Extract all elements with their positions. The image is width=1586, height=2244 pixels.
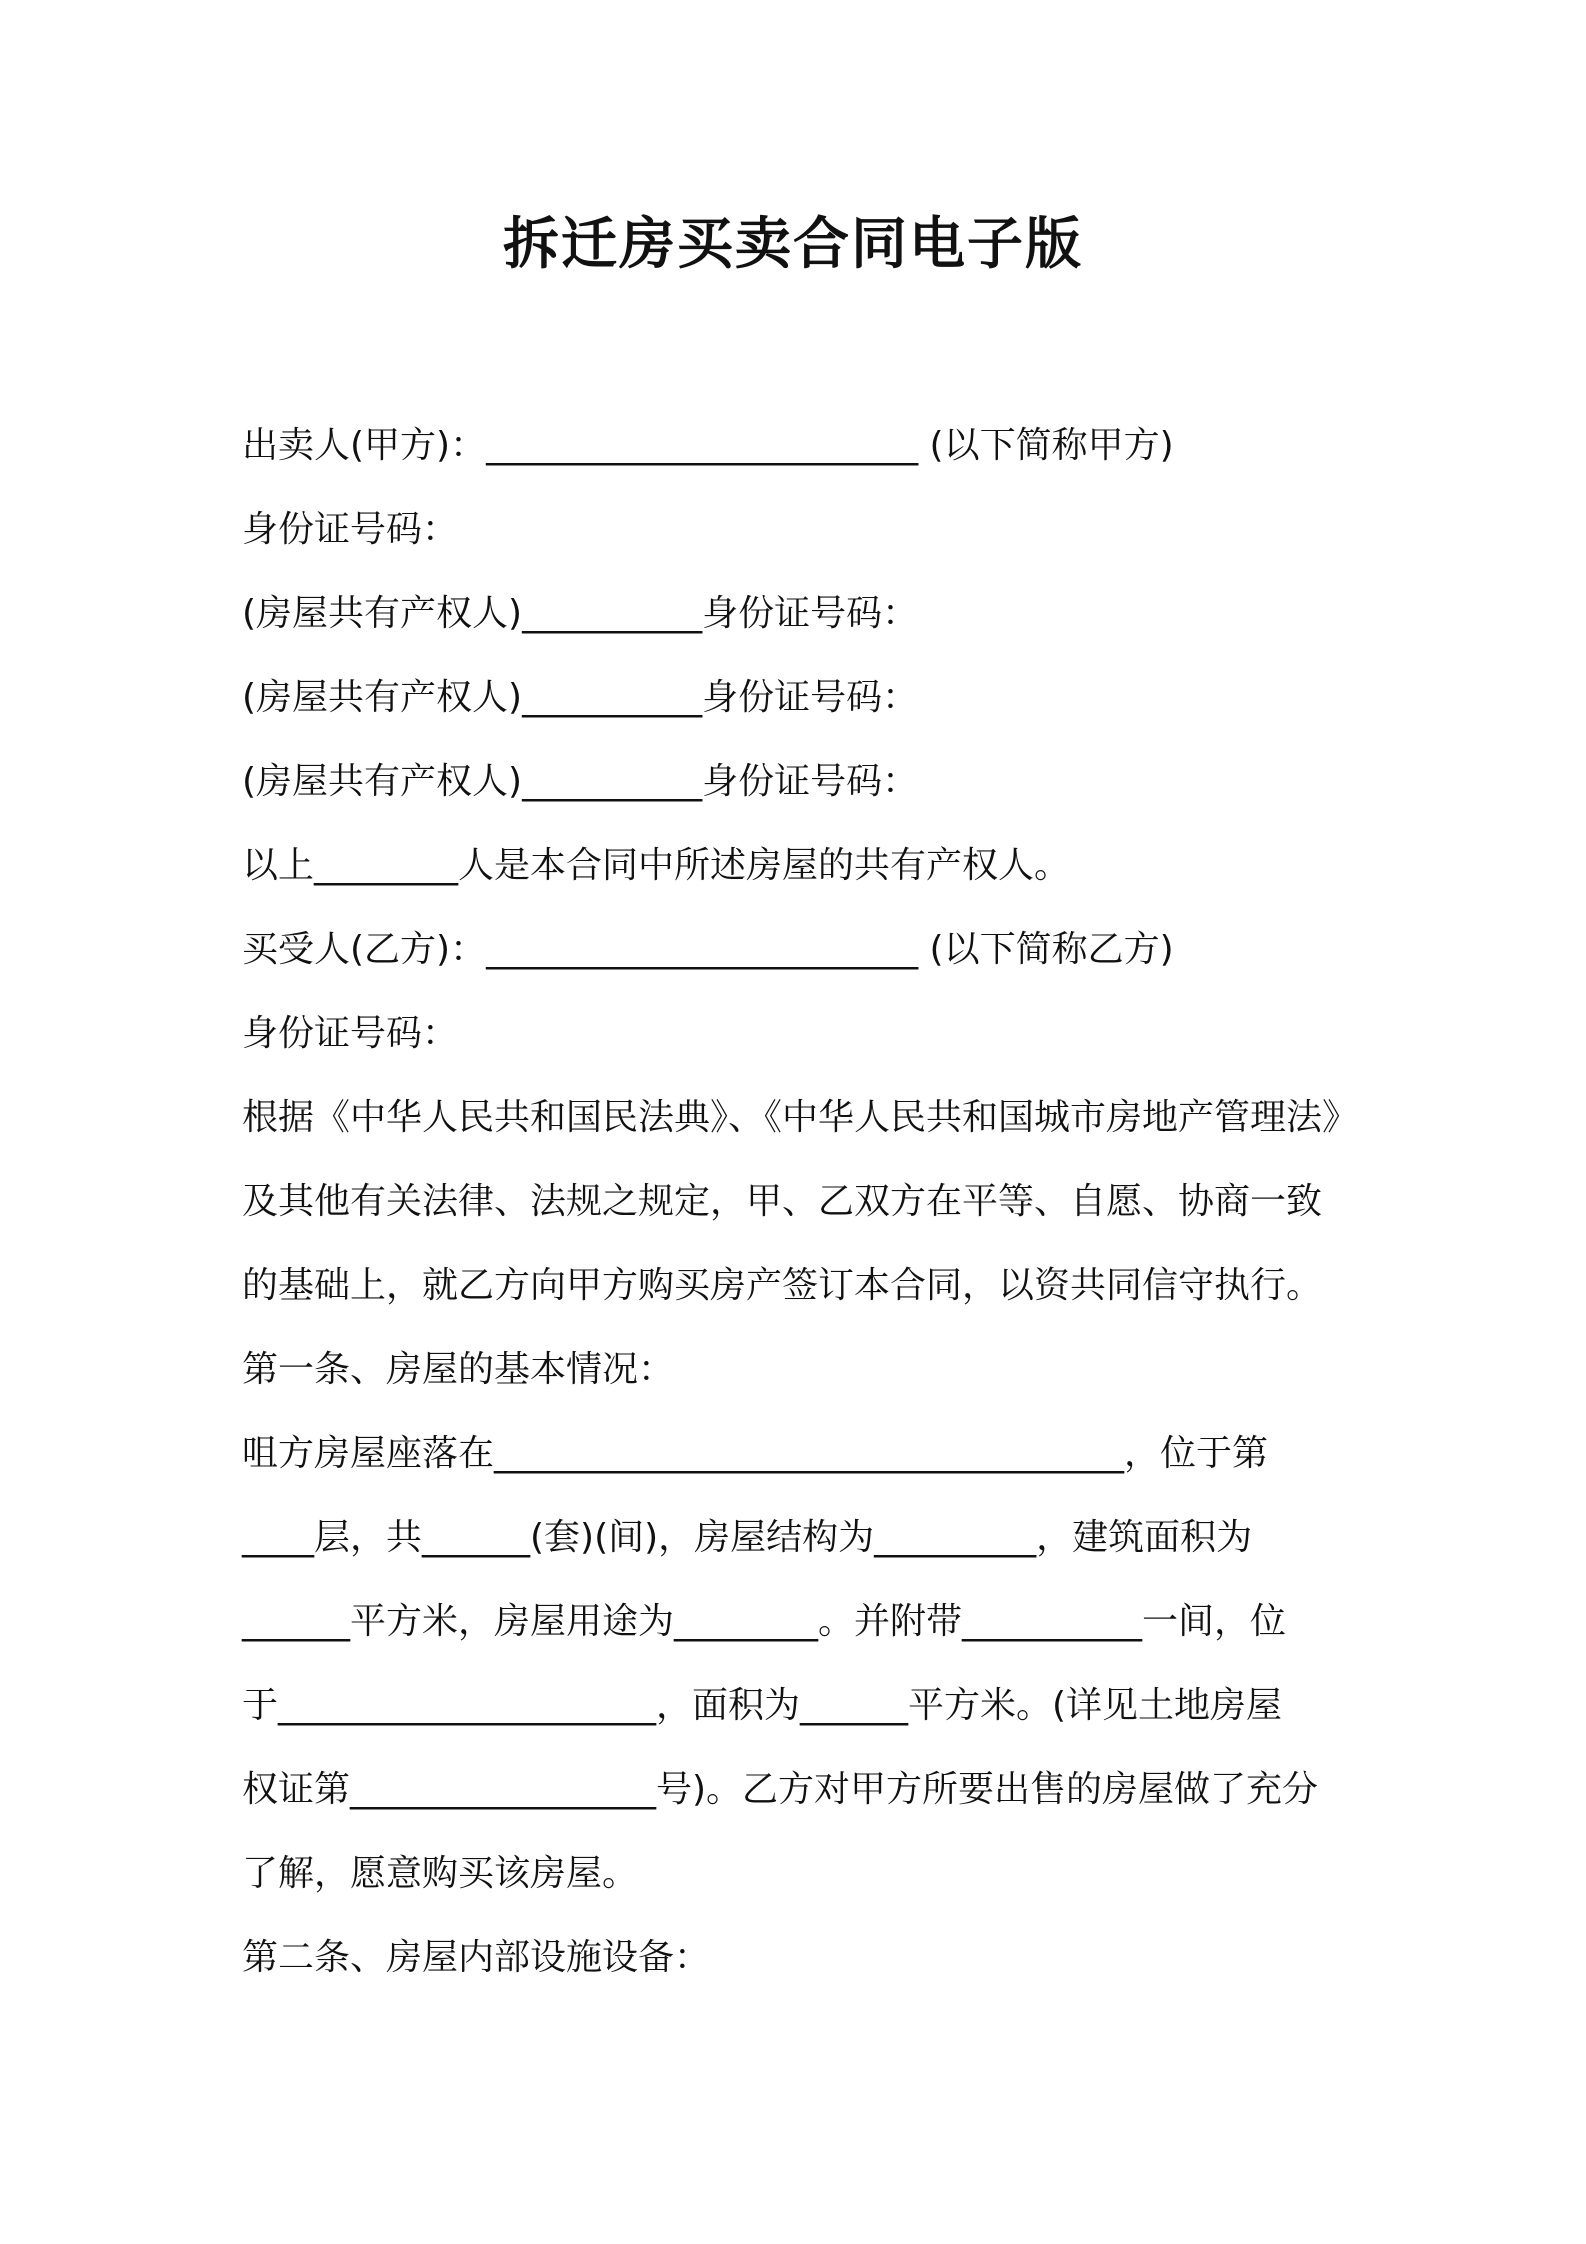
co-owner-line-1: (房屋共有产权人)__________身份证号码： — [242, 593, 919, 634]
article-1-line-4: 于_____________________，面积为______平方米。(详见土地房屋 — [242, 1685, 1283, 1726]
article-2-heading: 第二条、房屋内部设施设备： — [242, 1937, 711, 1978]
article-1-line-5: 权证第_________________号)。乙方对甲方所要出售的房屋做了充分 — [242, 1769, 1319, 1810]
buyer-line: 买受人(乙方)：________________________ (以下简称乙方) — [242, 929, 1174, 970]
preamble-line-3: 的基础上，就乙方向甲方购买房产签订本合同，以资共同信守执行。 — [242, 1265, 1323, 1306]
preamble-line-1: 根据《中华人民共和国民法典》、《中华人民共和国城市房地产管理法》 — [242, 1097, 1359, 1138]
article-1-line-3: ______平方米，房屋用途为________。并附带__________一间，位 — [242, 1601, 1287, 1642]
article-1-line-6: 了解，愿意购买该房屋。 — [242, 1853, 639, 1894]
preamble-line-2: 及其他有关法律、法规之规定，甲、乙双方在平等、自愿、协商一致 — [242, 1181, 1323, 1222]
seller-line: 出卖人(甲方)：________________________ (以下简称甲方) — [242, 425, 1174, 466]
co-owner-count-line: 以上________人是本合同中所述房屋的共有产权人。 — [242, 845, 1071, 886]
document-title: 拆迁房买卖合同电子版 — [503, 212, 1083, 277]
co-owner-line-2: (房屋共有产权人)__________身份证号码： — [242, 677, 919, 718]
seller-id-line: 身份证号码： — [242, 509, 459, 550]
co-owner-line-3: (房屋共有产权人)__________身份证号码： — [242, 761, 919, 802]
article-1-line-2: ____层，共______(套)(间)，房屋结构为_________，建筑面积为 — [242, 1517, 1253, 1558]
document-body — [242, 404, 1362, 2000]
article-1-line-1: 咀方房屋座落在___________________________________，位于第 — [242, 1433, 1269, 1474]
article-1-heading: 第一条、房屋的基本情况： — [242, 1349, 675, 1390]
buyer-id-line: 身份证号码： — [242, 1013, 459, 1054]
